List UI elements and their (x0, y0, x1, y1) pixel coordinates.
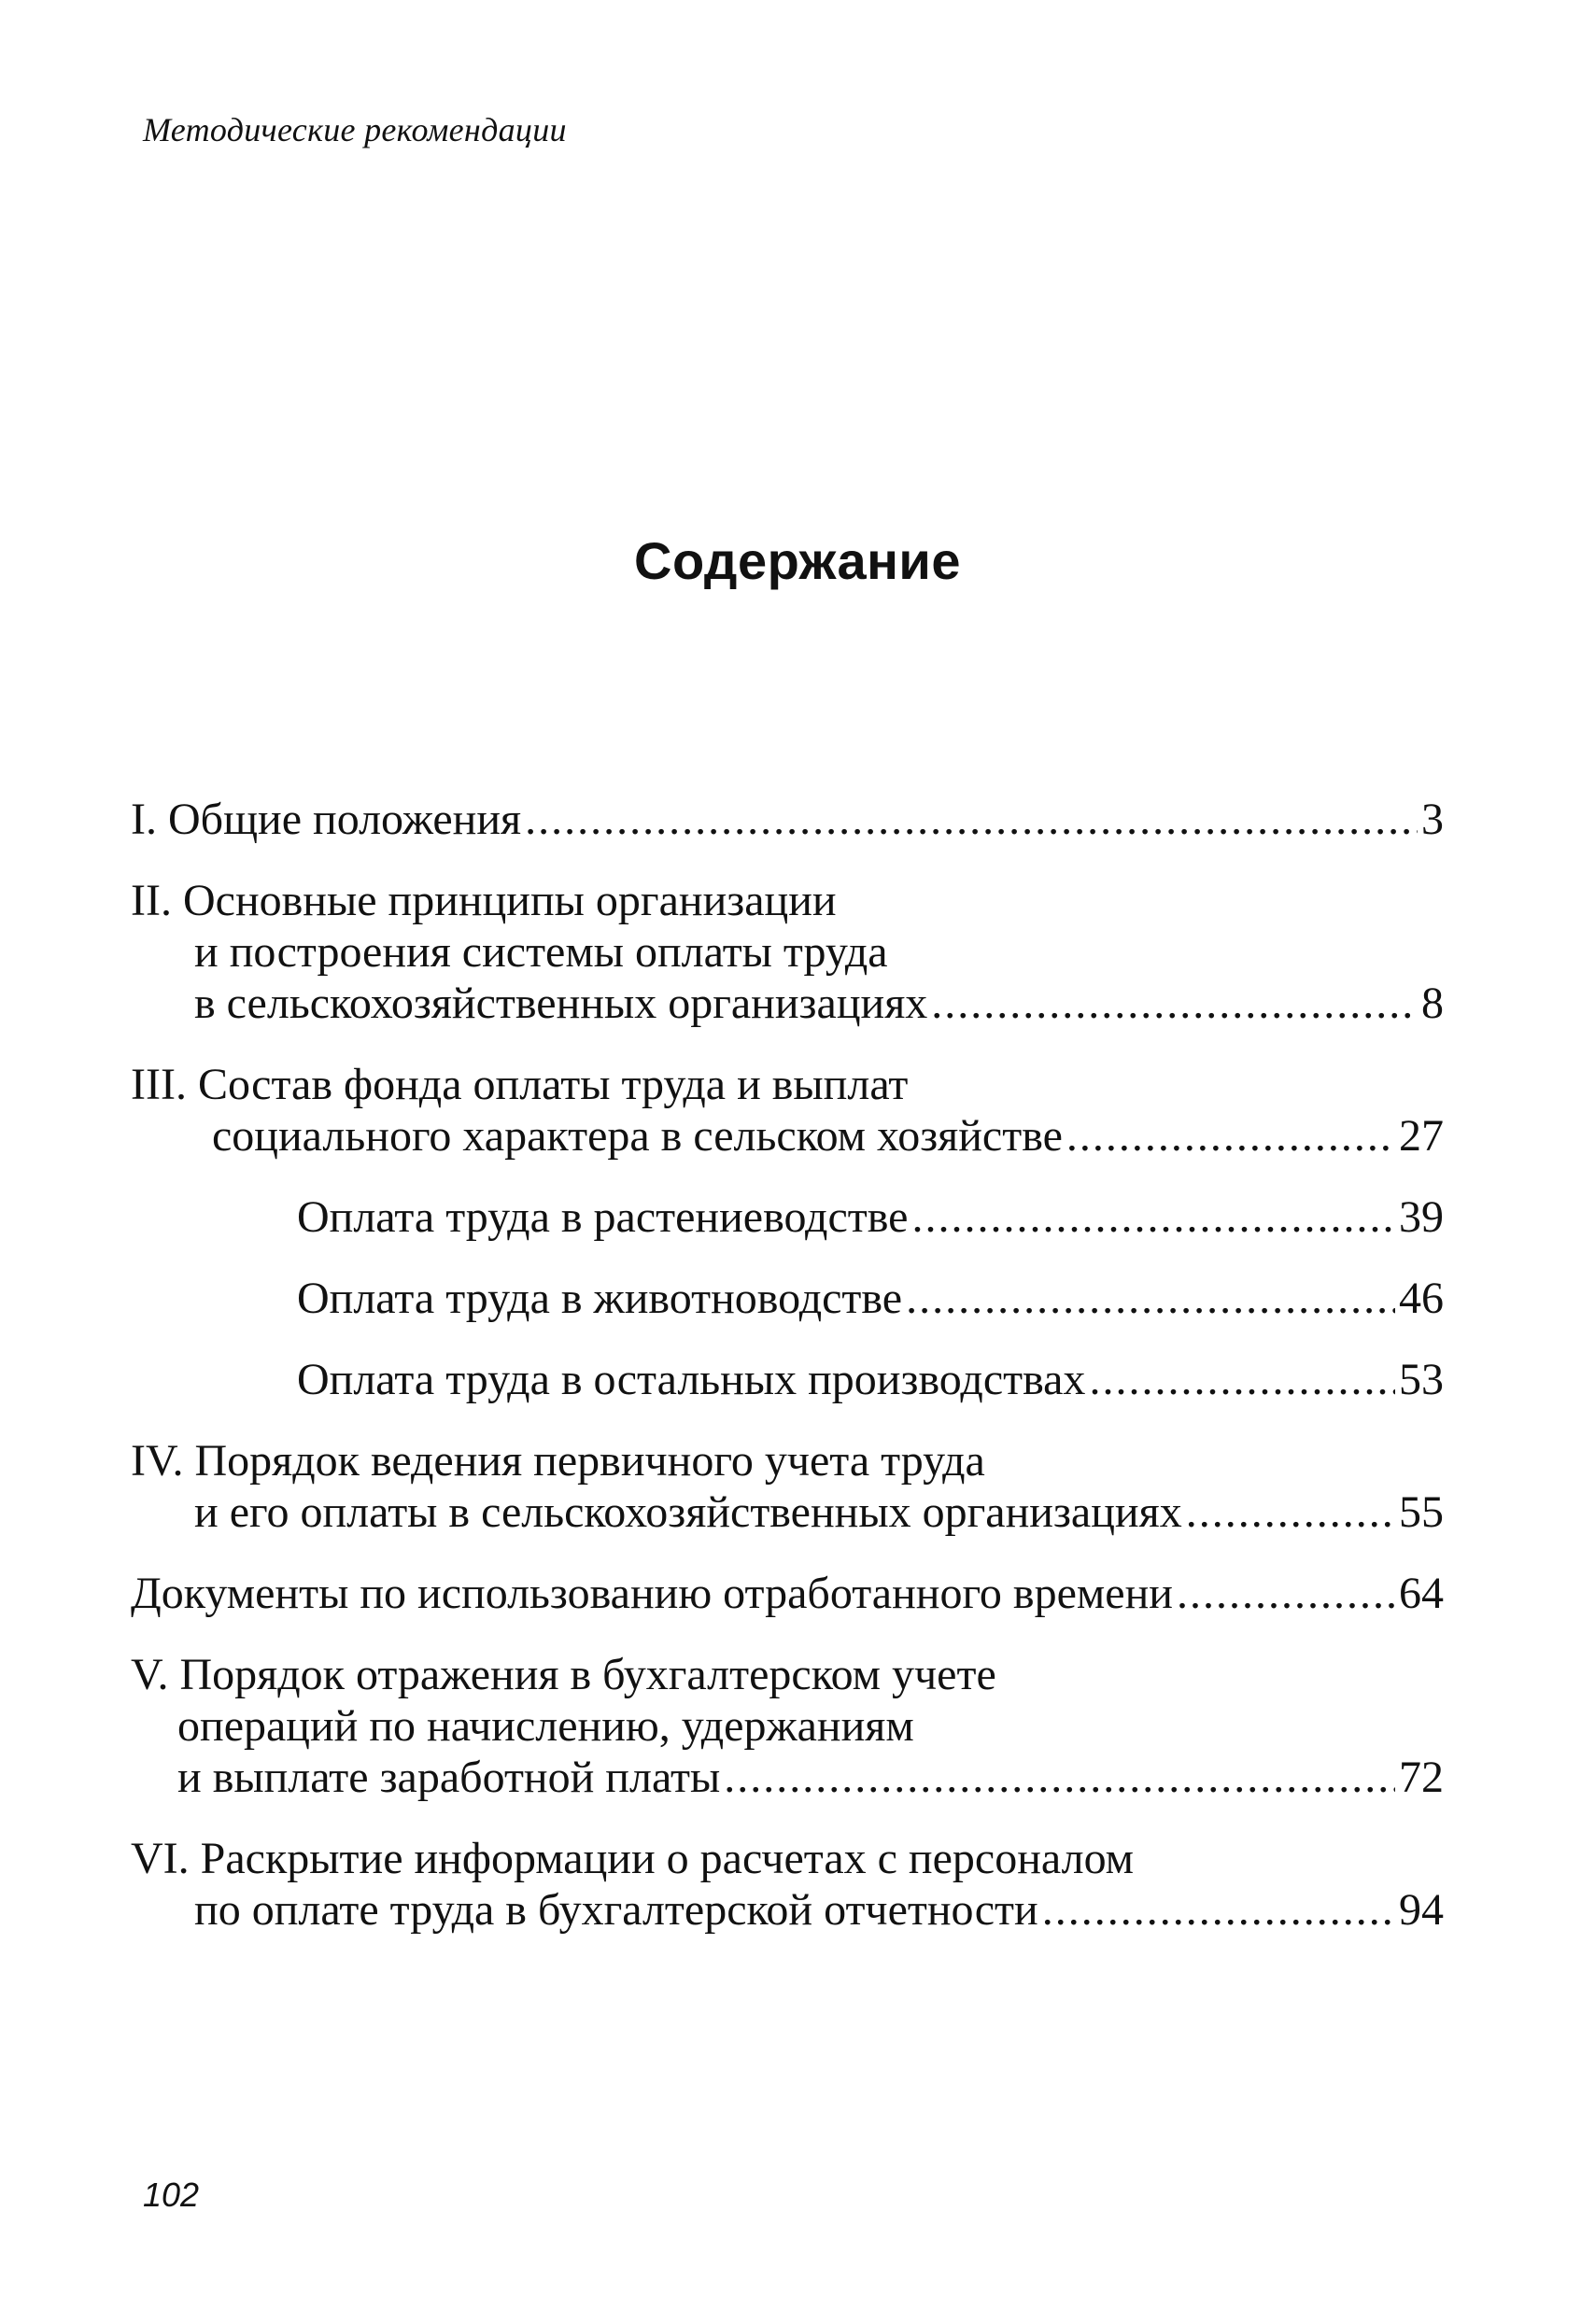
toc-page-number: 27 (1399, 1111, 1444, 1161)
toc-page-number: 3 (1421, 795, 1444, 844)
toc-entry[interactable] (131, 1273, 1444, 1324)
dot-leader (724, 1752, 1395, 1803)
toc-entry-text: Оплата труда в животноводстве (297, 1274, 903, 1323)
toc-entry-text: III. Состав фонда оплаты труда и выплат (131, 1060, 909, 1109)
toc-page-number: 94 (1399, 1885, 1444, 1935)
toc-entry-text: V. Порядок отражения в бухгалтерском учете (131, 1650, 996, 1699)
toc-entry-text: социального характера в сельском хозяйстве (212, 1111, 1063, 1161)
toc-entry-text: в сельскохозяйственных организациях (194, 979, 928, 1028)
toc-entry-text: Документы по использованию отработанного времени (131, 1569, 1173, 1618)
toc-entry-text: Оплата труда в растениеводстве (297, 1192, 909, 1242)
toc-entry[interactable] (131, 1191, 1444, 1243)
toc-entry[interactable] (131, 1354, 1444, 1405)
toc-entry-text: I. Общие положения (131, 795, 522, 844)
dot-leader (1177, 1568, 1395, 1619)
toc-entry[interactable] (131, 794, 1444, 845)
dot-leader (1042, 1884, 1395, 1936)
dot-leader (1066, 1110, 1395, 1162)
toc-entry-text: по оплате труда в бухгалтерской отчетности (194, 1885, 1038, 1935)
toc-page-number: 8 (1421, 979, 1444, 1028)
toc-entry[interactable] (131, 1435, 1444, 1538)
toc-entry[interactable] (131, 1568, 1444, 1619)
dot-leader (1186, 1486, 1395, 1538)
toc-page-number: 64 (1399, 1569, 1444, 1618)
toc-entry-text: и построения системы оплаты труда (194, 927, 888, 977)
toc-entry-text: VI. Раскрытие информации о расчетах с персоналом (131, 1834, 1135, 1883)
dot-leader (906, 1273, 1395, 1324)
toc-page-number: 55 (1399, 1487, 1444, 1537)
toc-entry-text: и его оплаты в сельскохозяйственных организациях (194, 1487, 1182, 1537)
toc-entry[interactable] (131, 1833, 1444, 1936)
toc-entry[interactable] (131, 875, 1444, 1029)
dot-leader (931, 978, 1418, 1029)
toc-entry-text: II. Основные принципы организации (131, 876, 837, 925)
toc-page-number: 53 (1399, 1355, 1444, 1404)
toc-page-number: 72 (1399, 1753, 1444, 1802)
toc-entry[interactable] (131, 1649, 1444, 1803)
toc-entry-text: и выплате заработной платы (177, 1753, 721, 1802)
toc-entry[interactable] (131, 1059, 1444, 1162)
page-number: 102 (143, 2176, 200, 2214)
dot-leader (1089, 1354, 1395, 1405)
page-title: Содержание (634, 531, 961, 590)
toc-page-number: 46 (1399, 1274, 1444, 1323)
running-header: Методические рекомендации (143, 111, 567, 148)
table-of-contents (131, 794, 1444, 1965)
toc-entry-text: Оплата труда в остальных производствах (297, 1355, 1086, 1404)
dot-leader (911, 1191, 1395, 1243)
dot-leader (525, 794, 1418, 845)
toc-entry-text: IV. Порядок ведения первичного учета труда (131, 1436, 985, 1486)
toc-entry-text: операций по начислению, удержаниям (177, 1701, 914, 1751)
toc-page-number: 39 (1399, 1192, 1444, 1242)
